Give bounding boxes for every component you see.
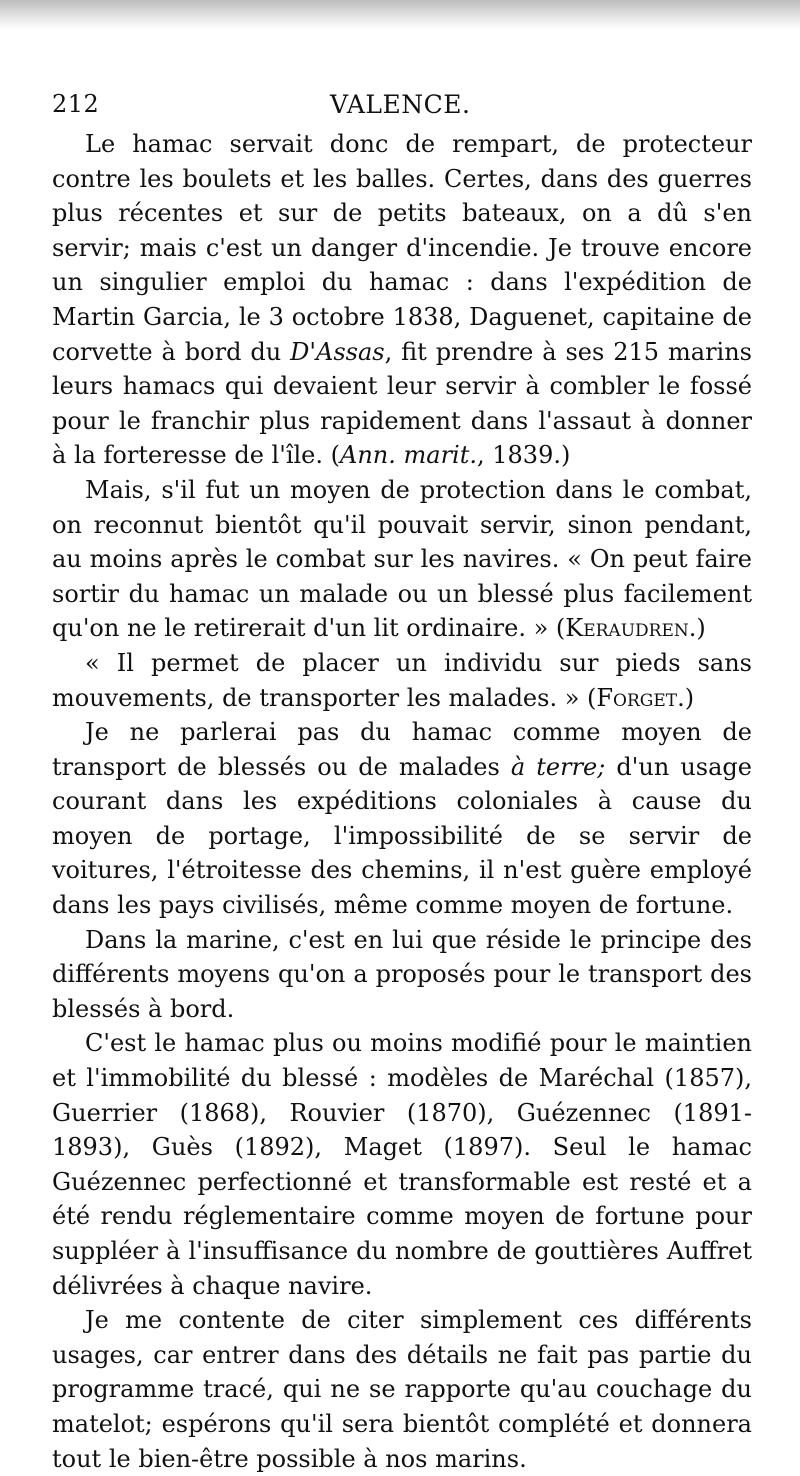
text-run: .) [677, 683, 695, 712]
paragraph [52, 923, 752, 1027]
text-run: Je me contente de citer simplement ces différents usages, car entrer dans des détails ne fait pas partie du programme tracé, qui ne se rapporte qu'au couchage du matelot; espérons qu'il sera bientôt complété et donnera tout le bien-être possible à nos marins. [52, 1306, 752, 1473]
paragraph [52, 1303, 752, 1476]
paragraph [52, 646, 752, 715]
page-number: 212 [52, 90, 100, 118]
text-run: C'est le hamac plus ou moins modifié pour le maintien et l'immobilité du blessé : modèles de Maréchal (1857), Guerrier (1868), Rouvier (1870), Guézennec (1891-1893), Guès (1892), Maget (1897). Seul le hamac Guézennec perfectionné et transformable est resté et a été rendu réglementaire comme moyen de fortune pour suppléer à l'insuffisance du nombre de gouttières Auffret délivrées à chaque navire. [52, 1029, 752, 1300]
text-run: , 1839.) [477, 441, 571, 470]
body-text [52, 127, 752, 1476]
text-run: Je ne parlerai pas du hamac comme moyen de transport de blessés ou de malades [52, 718, 752, 781]
author-name: Forget [596, 683, 678, 712]
italic-text: à terre; [510, 752, 606, 781]
paragraph [52, 127, 752, 473]
text-run: , fit prendre à ses 215 marins leurs hamacs qui devaient leur servir à combler le fossé pour le franchir plus rapidement dans l'assaut à donner à la forteresse de l'île. ( [52, 337, 752, 470]
text-run: « Il permet de placer un individu sur pieds sans mouvements, de transporter les malades. » ( [52, 648, 752, 712]
paragraph [52, 473, 752, 646]
text-run: Le hamac servait donc de rempart, de protecteur contre les boulets et les balles. Certes, dans des guerres plus récentes et sur de petits bateaux, on a dû s'en servir; mais c'est un danger d'incendie. Je trouve encore un singulier emploi du hamac : dans l'expédition de Martin Garcia, le 3 octobre 1838, Daguenet, capitaine de corvette à bord du [52, 130, 752, 366]
italic-text: D'Assas [290, 337, 385, 366]
text-run: Mais, s'il fut un moyen de protection dans le combat, on reconnut bientôt qu'il pouvait servir, sinon pendant, au moins après le combat sur les navires. « On peut faire sortir du hamac un malade ou un blessé plus facilement qu'on ne le retirerait d'un lit ordinaire. » ( [52, 475, 752, 643]
text-run: d'un usage courant dans les expéditions coloniales à cause du moyen de portage, l'impossibilité de se servir de voitures, l'étroitesse des chemins, il n'est guère employé dans les pays civilisés, même comme moyen de fortune. [52, 752, 752, 920]
text-run: .) [688, 614, 706, 643]
italic-text: Ann. marit. [340, 441, 477, 470]
author-name: Keraudren [565, 614, 689, 643]
paragraph [52, 715, 752, 923]
paragraph [52, 1026, 752, 1303]
text-run: Dans la marine, c'est en lui que réside le principe des différents moyens qu'on a proposés pour le transport des blessés à bord. [52, 925, 752, 1023]
scan-top-edge [0, 0, 800, 30]
running-head: VALENCE. [330, 90, 471, 119]
